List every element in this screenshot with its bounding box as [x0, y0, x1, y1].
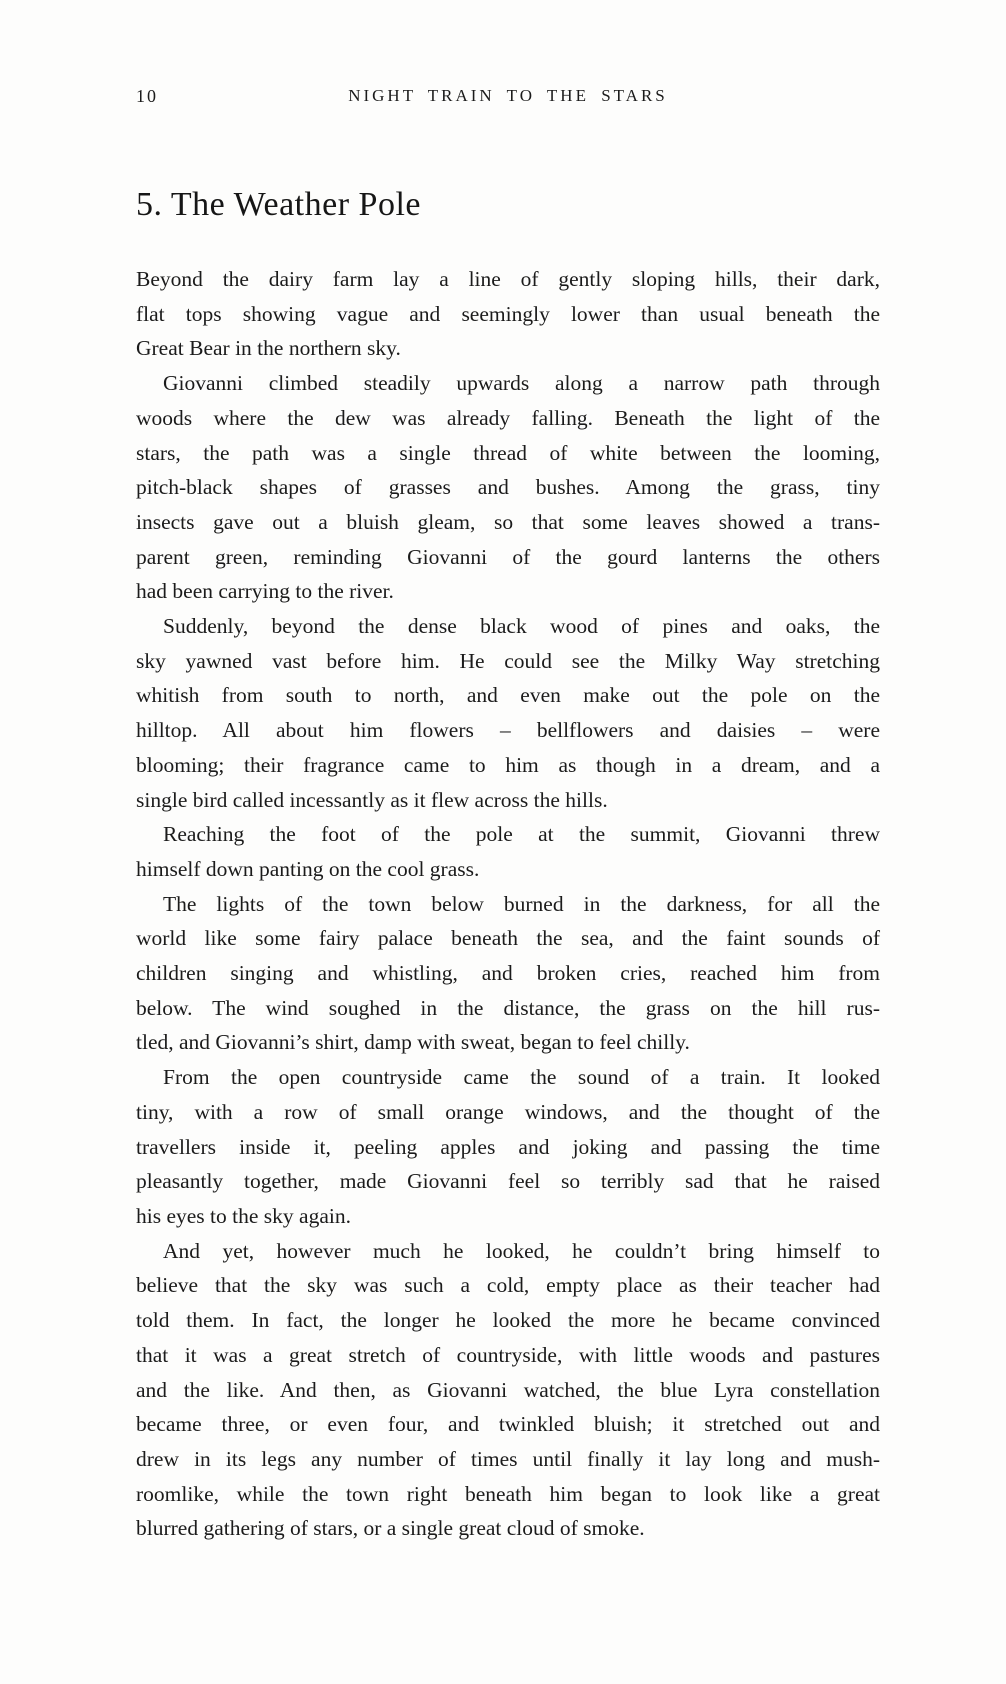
text-line: stars, the path was a single thread of white between the looming,: [136, 440, 880, 465]
text-line: And yet, however much he looked, he couldn’t bring himself to: [163, 1238, 880, 1263]
text-line: sky yawned vast before him. He could see the Milky Way stretching: [136, 648, 880, 673]
paragraph: [136, 887, 880, 1061]
text-line: insects gave out a bluish gleam, so that some leaves showed a trans-: [136, 509, 880, 534]
text-line: that it was a great stretch of countryside, with little woods and pastures: [136, 1342, 880, 1367]
text-line: tled, and Giovanni’s shirt, damp with sweat, began to feel chilly.: [136, 1030, 690, 1055]
text-line: world like some fairy palace beneath the sea, and the faint sounds of: [136, 926, 880, 951]
text-line: children singing and whistling, and broken cries, reached him from: [136, 961, 880, 986]
text-line: single bird called incessantly as it flew across the hills.: [136, 787, 608, 812]
text-line: drew in its legs any number of times until finally it lay long and mush-: [136, 1446, 880, 1471]
chapter-title: 5. The Weather Pole: [136, 186, 421, 223]
text-line: whitish from south to north, and even make out the pole on the: [136, 683, 880, 708]
text-line: Suddenly, beyond the dense black wood of pines and oaks, the: [163, 614, 880, 639]
text-line: blooming; their fragrance came to him as though in a dream, and a: [136, 752, 880, 777]
text-line: had been carrying to the river.: [136, 579, 394, 604]
text-line: woods where the dew was already falling. Beneath the light of the: [136, 405, 880, 430]
text-line: and the like. And then, as Giovanni watched, the blue Lyra constellation: [136, 1377, 880, 1402]
text-line: became three, or even four, and twinkled bluish; it stretched out and: [136, 1412, 880, 1437]
text-line: his eyes to the sky again.: [136, 1203, 351, 1228]
body-text: [136, 262, 880, 1546]
text-line: himself down panting on the cool grass.: [136, 856, 480, 881]
paragraph: [136, 609, 880, 817]
paragraph: [136, 1234, 880, 1546]
text-line: From the open countryside came the sound of a train. It looked: [163, 1065, 880, 1090]
text-line: Beyond the dairy farm lay a line of gently sloping hills, their dark,: [136, 267, 880, 291]
paragraph: [136, 366, 880, 609]
text-line: roomlike, while the town right beneath him began to look like a great: [136, 1481, 880, 1506]
text-line: Reaching the foot of the pole at the summit, Giovanni threw: [163, 822, 880, 847]
text-line: Giovanni climbed steadily upwards along a narrow path through: [163, 371, 880, 396]
text-line: parent green, reminding Giovanni of the gourd lanterns the others: [136, 544, 880, 569]
page-header: [136, 86, 880, 112]
text-line: travellers inside it, peeling apples and joking and passing the time: [136, 1134, 880, 1159]
page-number: 10: [136, 86, 158, 106]
text-line: below. The wind soughed in the distance, the grass on the hill rus-: [136, 995, 880, 1020]
text-line: Great Bear in the northern sky.: [136, 336, 401, 361]
text-line: hilltop. All about him flowers – bellflowers and daisies – were: [136, 718, 880, 743]
text-line: believe that the sky was such a cold, empty place as their teacher had: [136, 1273, 880, 1298]
text-line: tiny, with a row of small orange windows, and the thought of the: [136, 1099, 880, 1124]
text-line: blurred gathering of stars, or a single great cloud of smoke.: [136, 1516, 645, 1541]
running-head: NIGHT TRAIN TO THE STARS: [348, 86, 668, 105]
text-line: flat tops showing vague and seemingly lower than usual beneath the: [136, 301, 880, 326]
paragraph: [136, 817, 880, 886]
text-line: pleasantly together, made Giovanni feel so terribly sad that he raised: [136, 1169, 880, 1194]
text-line: pitch-black shapes of grasses and bushes. Among the grass, tiny: [136, 475, 880, 500]
paragraph: [136, 262, 880, 366]
paragraph: [136, 1060, 880, 1234]
text-line: The lights of the town below burned in the darkness, for all the: [163, 891, 880, 916]
text-line: told them. In fact, the longer he looked the more he became convinced: [136, 1308, 880, 1333]
